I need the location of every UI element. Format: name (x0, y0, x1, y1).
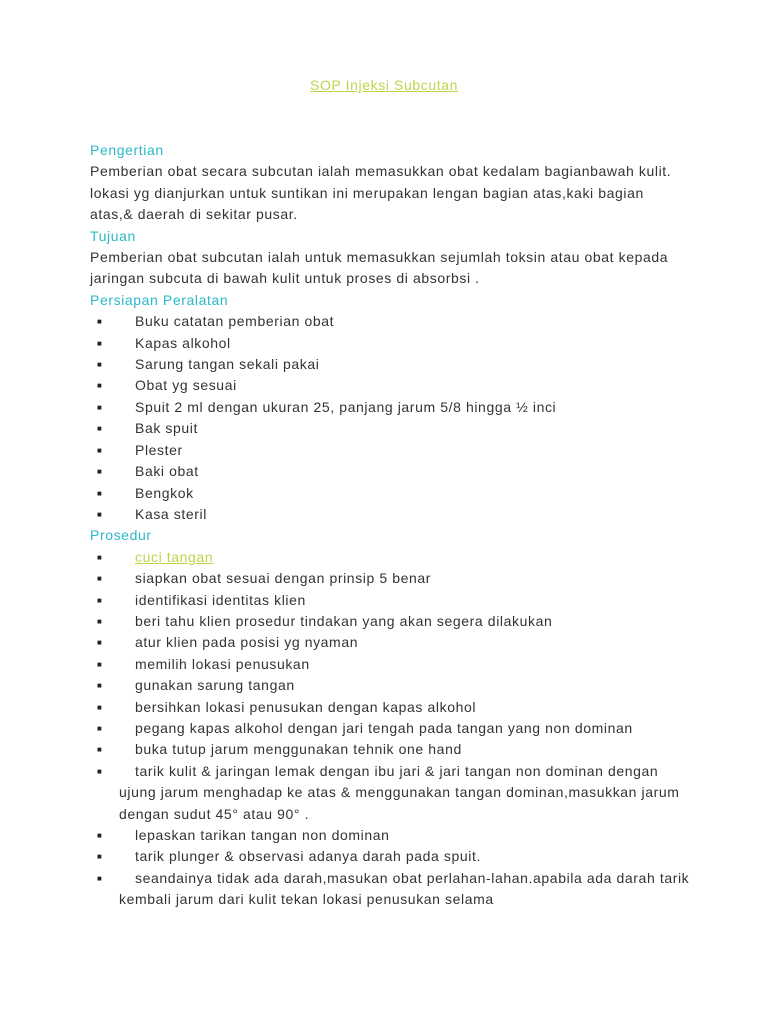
bullet-icon: ■ (97, 509, 103, 519)
list-item (90, 483, 690, 504)
bullet-icon: ■ (97, 659, 103, 669)
list-item (90, 654, 690, 675)
list-item-text: lepaskan tarikan tangan non dominan (135, 827, 390, 843)
list-item (90, 418, 690, 439)
list-item (90, 590, 690, 611)
bullet-icon: ■ (97, 402, 103, 412)
list-item (90, 504, 690, 525)
list-item-text: Buku catatan pemberian obat (135, 313, 335, 330)
list-item (90, 440, 690, 461)
list-item-text: identifikasi identitas klien (135, 591, 306, 608)
list-item-text: Baki obat (135, 463, 199, 480)
cuci-tangan-link[interactable]: cuci tangan (135, 548, 214, 565)
list-item-text: Bak spuit (135, 420, 198, 437)
bullet-icon: ■ (97, 745, 103, 755)
list-item (90, 568, 690, 589)
list-item-text: tarik plunger & observasi adanya darah pada spuit. (135, 848, 481, 865)
list-item (90, 547, 690, 568)
document-title-link[interactable]: SOP Injeksi Subcutan (310, 77, 458, 93)
list-item (90, 846, 690, 867)
bullet-icon: ■ (97, 831, 103, 840)
tujuan-paragraph: Pemberian obat subcutan ialah untuk memasukkan sejumlah toksin atau obat kepada jaringan subcuta di bawah kulit untuk proses di absorbsi . (90, 249, 669, 287)
heading-persiapan-peralatan: Persiapan Peralatan (90, 291, 229, 308)
heading-prosedur: Prosedur (90, 527, 152, 544)
list-item (90, 718, 690, 739)
bullet-icon: ■ (97, 360, 103, 370)
bullet-icon: ■ (97, 574, 103, 584)
list-item-text: memilih lokasi penusukan (135, 655, 310, 672)
list-item-text: Sarung tangan sekali pakai (135, 356, 320, 373)
pengertian-paragraph-1: Pemberian obat secara subcutan ialah memasukkan obat kedalam bagianbawah kulit. (90, 163, 672, 180)
bullet-icon: ■ (97, 381, 103, 391)
list-item (90, 739, 690, 760)
list-item (90, 354, 690, 375)
list-item (90, 825, 690, 846)
bullet-icon: ■ (97, 723, 103, 733)
list-item-text: Bengkok (135, 484, 194, 501)
bullet-icon: ■ (97, 338, 103, 348)
list-item (90, 333, 690, 354)
procedure-list (90, 547, 690, 911)
list-item (90, 632, 690, 653)
list-item-text: pegang kapas alkohol dengan jari tengah pada tangan yang non dominan (135, 719, 633, 736)
equipment-list (90, 311, 690, 525)
bullet-icon: ■ (97, 424, 103, 434)
list-item-text: beri tahu klien prosedur tindakan yang akan segera dilakukan (135, 612, 553, 629)
bullet-icon: ■ (97, 852, 103, 862)
pengertian-paragraph-2: lokasi yg dianjurkan untuk suntikan ini merupakan lengan bagian atas,kaki bagian atas,& daerah di sekitar pusar. (90, 184, 644, 223)
bullet-icon: ■ (97, 616, 103, 626)
list-item-text: seandainya tidak ada darah,masukan obat perlahan-lahan.apabila ada darah tarik kembali jarum dari kulit tekan lokasi penusukan selama (119, 869, 690, 908)
bullet-icon: ■ (97, 445, 103, 455)
bullet-icon: ■ (97, 638, 103, 648)
list-item-text: siapkan obat sesuai dengan prinsip 5 benar (135, 570, 432, 587)
list-item-text: Spuit 2 ml dengan ukuran 25, panjang jarum 5/8 hingga ½ inci (135, 398, 557, 415)
bullet-icon: ■ (97, 488, 103, 498)
heading-tujuan: Tujuan (90, 227, 136, 244)
list-item (90, 375, 690, 396)
list-item (90, 761, 690, 825)
document-body (90, 140, 690, 911)
list-item-text: gunakan sarung tangan (135, 677, 295, 694)
bullet-icon: ■ (97, 317, 103, 327)
bullet-icon: ■ (97, 766, 103, 776)
list-item (90, 461, 690, 482)
list-item-text: Kapas alkohol (135, 334, 231, 351)
list-item-text: bersihkan lokasi penusukan dengan kapas alkohol (135, 698, 477, 715)
list-item (90, 868, 690, 911)
bullet-icon: ■ (97, 702, 103, 712)
bullet-icon: ■ (97, 467, 103, 477)
list-item (90, 397, 690, 418)
list-item-text: tarik kulit & jaringan lemak dengan ibu jari & jari tangan non dominan dengan ujung jarum menghadap ke atas & menggunakan tangan dominan,masukkan jarum dengan sudut 45° atau 90° . (119, 762, 680, 822)
bullet-icon: ■ (97, 595, 103, 605)
list-item-text: Kasa steril (135, 505, 207, 522)
bullet-icon: ■ (97, 681, 103, 691)
list-item-text: atur klien pada posisi yg nyaman (135, 634, 359, 651)
list-item-text: buka tutup jarum menggunakan tehnik one hand (135, 741, 462, 758)
list-item-text: Obat yg sesuai (135, 377, 237, 394)
bullet-icon: ■ (97, 552, 103, 562)
heading-pengertian: Pengertian (90, 142, 164, 158)
list-item (90, 697, 690, 718)
list-item (90, 611, 690, 632)
list-item-text: Plester (135, 441, 183, 458)
list-item (90, 311, 690, 332)
list-item (90, 675, 690, 696)
bullet-icon: ■ (97, 873, 103, 883)
